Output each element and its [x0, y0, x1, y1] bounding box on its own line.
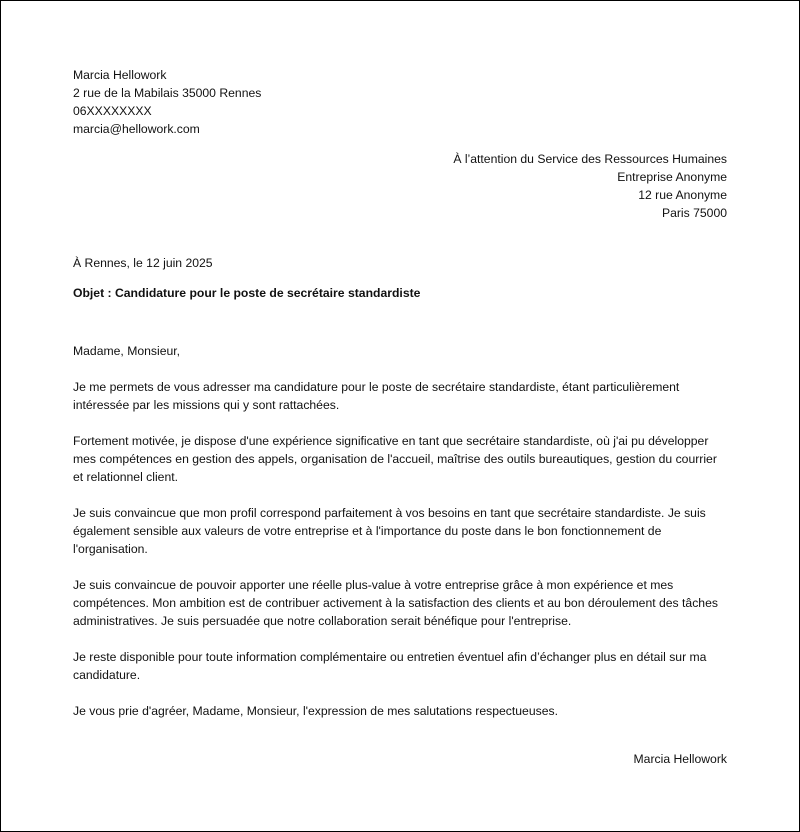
sender-phone: 06XXXXXXXX: [73, 104, 152, 118]
recipient-street: 12 rue Anonyme: [638, 188, 727, 202]
recipient-city: Paris 75000: [661, 206, 727, 220]
sender-email: marcia@hellowork.com: [73, 122, 200, 136]
sender-block: [73, 66, 261, 138]
body-paragraph: Je suis convaincue que mon profil correspond parfaitement à vos besoins en tant que secrétaire standardiste. Je suis également sensible aux valeurs de votre entreprise et à l'importance du poste dans le bon fonctionnement de l'organisation.: [73, 506, 706, 556]
recipient-attention: À l’attention du Service des Ressources Humaines: [453, 152, 727, 166]
closing-paragraph: Je vous prie d'agréer, Madame, Monsieur, l'expression de mes salutations respectueuses.: [73, 704, 558, 718]
letter-body: [73, 342, 729, 738]
signature: Marcia Hellowork: [633, 752, 727, 766]
letter-date: À Rennes, le 12 juin 2025: [73, 256, 213, 270]
salutation: Madame, Monsieur,: [73, 344, 181, 358]
body-paragraph: Je reste disponible pour toute information complémentaire ou entretien éventuel afin d’échanger plus en détail sur ma candidature.: [73, 650, 707, 682]
recipient-company: Entreprise Anonyme: [617, 170, 727, 184]
body-paragraph: Je suis convaincue de pouvoir apporter une réelle plus-value à votre entreprise grâce à mon expérience et mes compétences. Mon ambition est de contribuer activement à la satisfaction des clients et au bon déroulement des tâches administratives. Je suis persuadée que notre collaboration serait bénéfique pour l'entreprise.: [73, 578, 718, 628]
body-paragraph: Je me permets de vous adresser ma candidature pour le poste de secrétaire standardiste, étant particulièrement intéressée par les missions qui y sont rattachées.: [73, 380, 680, 412]
sender-address: 2 rue de la Mabilais 35000 Rennes: [73, 86, 262, 100]
recipient-block: [453, 150, 727, 222]
body-paragraph: Fortement motivée, je dispose d'une expérience significative en tant que secrétaire standardiste, où j'ai pu développer mes compétences en gestion des appels, organisation de l'accueil, maîtrise des outils bureautiques, gestion du courrier et relationnel client.: [73, 434, 717, 484]
letter-subject: Objet : Candidature pour le poste de secrétaire standardiste: [73, 286, 421, 300]
sender-name: Marcia Hellowork: [73, 68, 167, 82]
